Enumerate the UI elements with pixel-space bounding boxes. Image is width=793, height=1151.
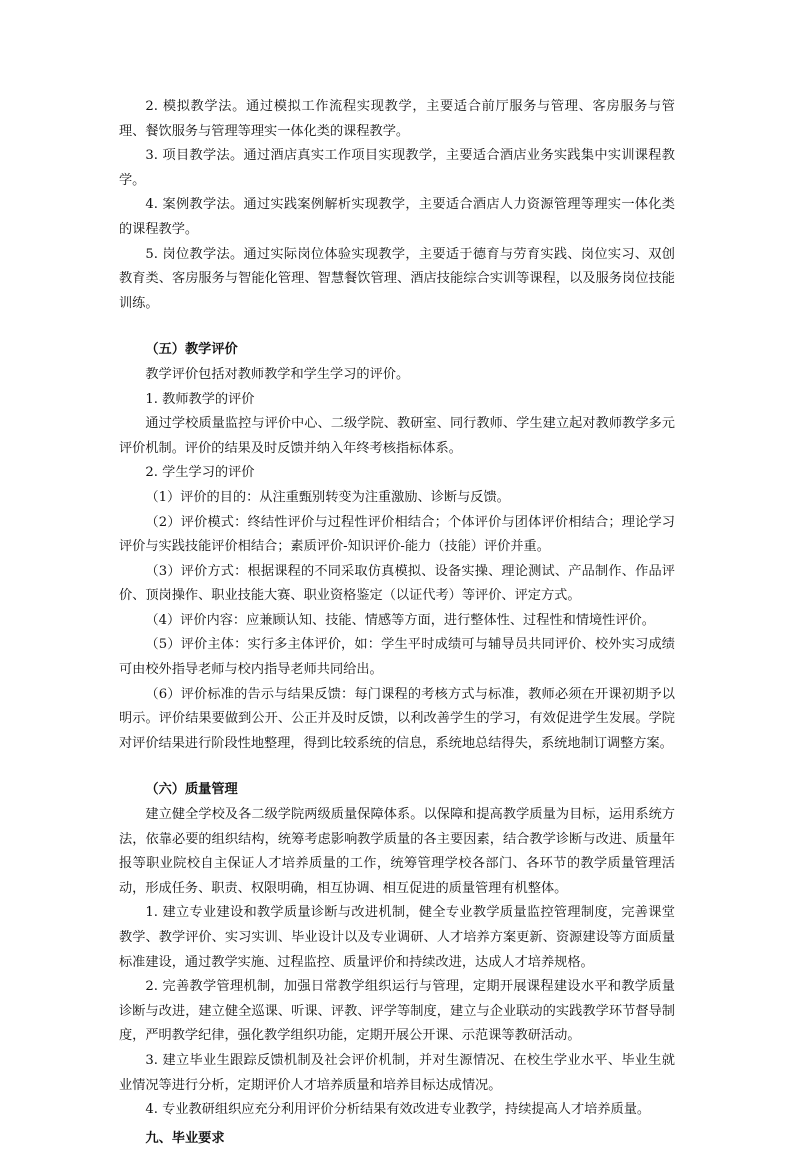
section-gap xyxy=(119,756,675,778)
paragraph-evaluation-intro: 教学评价包括对教师教学和学生学习的评价。 xyxy=(145,366,410,382)
quality-item: 3. 建立毕业生跟踪反馈机制及社会评价机制，并对生源情况、在校生学业水平、毕业生就业情况等进行分析，定期评价人才培养质量和培养目标达成情况。 xyxy=(119,1052,675,1093)
page-content xyxy=(119,95,675,1151)
quality-item: 2. 完善教学管理机制，加强日常教学组织运行与管理，定期开展课程建设水平和教学质量诊断与改进，建立健全巡课、听课、评教、评学等制度，建立与企业联动的实践教学环节督导制度，严明教学纪律，强化教学组织功能，定期开展公开课、示范课等教研活动。 xyxy=(119,979,675,1044)
quality-item: 1. 建立专业建设和教学质量诊断与改进机制，健全专业教学质量监控管理制度，完善课堂教学、教学评价、实习实训、毕业设计以及专业调研、人才培养方案更新、资源建设等方面质量标准建设，通过教学实施、过程监控、质量评价和持续改进，达成人才培养规格。 xyxy=(119,905,675,970)
evaluation-item: （1）评价的目的：从注重甄别转变为注重激励、诊断与反馈。 xyxy=(145,489,510,505)
subheading-student-evaluation: 2. 学生学习的评价 xyxy=(145,465,255,481)
paragraph-method-3: 3. 项目教学法。通过酒店真实工作项目实现教学，主要适合酒店业务实践集中实训课程教学。 xyxy=(119,148,675,188)
paragraph-method-4: 4. 案例教学法。通过实践案例解析实现教学，主要适合酒店人力资源管理等理实一体化类的课程教学。 xyxy=(119,197,675,237)
section-gap xyxy=(119,316,675,338)
quality-item: 4. 专业教研组织应充分利用评价分析结果有效改进专业教学，持续提高人才培养质量。 xyxy=(145,1102,651,1118)
evaluation-item: （6）评价标准的告示与结果反馈：每门课程的考核方式与标准，教师必须在开课初期予以明示。评价结果要做到公开、公正并及时反馈，以利改善学生的学习，有效促进学生发展。学院对评价结果进行阶段性地整理，得到比较系统的信息，系统地总结得失，系统地制订调整方案。 xyxy=(119,686,675,751)
heading-graduation-requirements: 九、毕业要求 xyxy=(145,1130,225,1146)
heading-quality-management: （六）质量管理 xyxy=(145,782,238,798)
paragraph-method-5: 5. 岗位教学法。通过实际岗位体验实现教学，主要适于德育与劳育实践、岗位实习、双创教育类、客房服务与智能化管理、智慧餐饮管理、酒店技能综合实训等课程，以及服务岗位技能训练。 xyxy=(119,246,675,311)
evaluation-item: （3）评价方式：根据课程的不同采取仿真模拟、设备实操、理论测试、产品制作、作品评价、顶岗操作、职业技能大赛、职业资格鉴定（以证代考）等评价、评定方式。 xyxy=(119,563,675,604)
paragraph-teacher-evaluation: 通过学校质量监控与评价中心、二级学院、教研室、同行教师、学生建立起对教师教学多元评价机制。评价的结果及时反馈并纳入年终考核指标体系。 xyxy=(119,416,675,456)
evaluation-item: （5）评价主体：实行多主体评价，如：学生平时成绩可与辅导员共同评价、校外实习成绩可由校外指导老师与校内指导老师共同给出。 xyxy=(119,637,675,678)
heading-teaching-evaluation: （五）教学评价 xyxy=(145,342,238,358)
evaluation-item: （2）评价模式：终结性评价与过程性评价相结合；个体评价与团体评价相结合；理论学习评价与实践技能评价相结合；素质评价-知识评价-能力（技能）评价并重。 xyxy=(119,514,675,555)
subheading-teacher-evaluation: 1. 教师教学的评价 xyxy=(145,391,255,407)
paragraph-method-2: 2. 模拟教学法。通过模拟工作流程实现教学，主要适合前厅服务与管理、客房服务与管理、餐饮服务与管理等理实一体化类的课程教学。 xyxy=(119,99,675,139)
evaluation-item: （4）评价内容：应兼顾认知、技能、情感等方面，进行整体性、过程性和情境性评价。 xyxy=(145,612,655,628)
paragraph-quality-intro: 建立健全学校及各二级学院两级质量保障体系。以保障和提高教学质量为目标，运用系统方法，依靠必要的组织结构，统筹考虑影响教学质量的各主要因素，结合教学诊断与改进、质量年报等职业院校自主保证人才培养质量的工作，统筹管理学校各部门、各环节的教学质量管理活动，形成任务、职责、权限明确，相互协调、相互促进的质量管理有机整体。 xyxy=(119,807,675,896)
